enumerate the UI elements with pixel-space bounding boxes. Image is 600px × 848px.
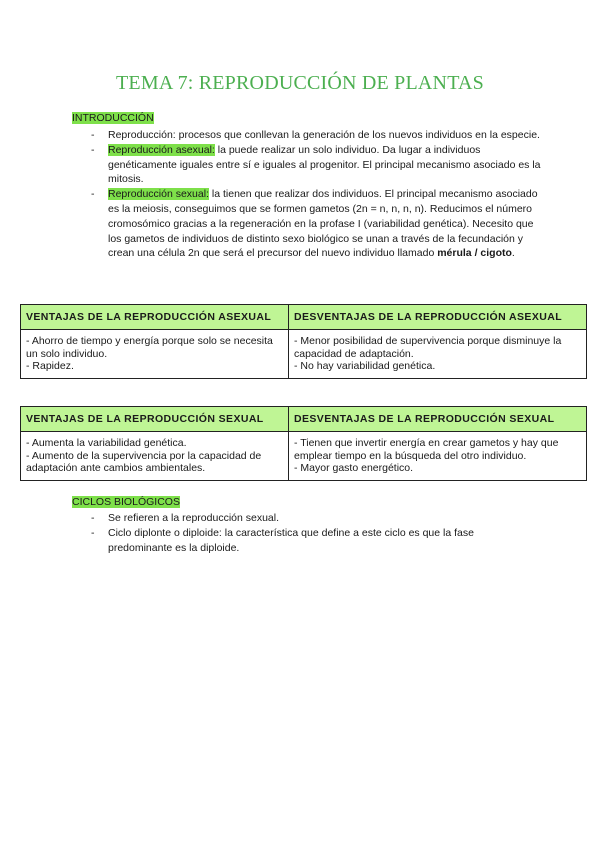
page-title: TEMA 7: REPRODUCCIÓN DE PLANTAS (116, 72, 484, 94)
table-cell-advantages (21, 432, 289, 481)
table-cell-disadvantages (289, 432, 587, 481)
cell-line: - Mayor gasto energético. (294, 462, 414, 474)
dash-bullet: - (91, 143, 95, 156)
ciclos-item-text: Ciclo diplonte o diploide: la característica que define a este ciclo es que la fase predominante es la diploide. (108, 526, 474, 554)
table-header-advantages: VENTAJAS DE LA REPRODUCCIÓN ASEXUAL (21, 305, 289, 330)
table-row (21, 330, 587, 379)
table-asexual (20, 304, 587, 379)
cell-line: - Tienen que invertir energía en crear gametos y hay que emplear tiempo en la búsqueda del otro individuo. (294, 437, 559, 462)
list-item (91, 143, 548, 187)
intro-item-text: la puede realizar un solo individuo. Da lugar a individuos genéticamente iguales entre sí e iguales al progenitor. El principal mecanismo asociado es la mitosis. (108, 143, 541, 186)
intro-item-text: Reproducción: procesos que conllevan la generación de los nuevos individuos en la especie. (108, 129, 540, 141)
ciclos-item-text: Se refieren a la reproducción sexual. (108, 512, 280, 524)
cell-line: - No hay variabilidad genética. (294, 360, 436, 372)
list-item (91, 128, 548, 143)
cell-line: - Aumento de la supervivencia por la capacidad de adaptación ante cambios ambientales. (26, 449, 262, 474)
table-sexual (20, 406, 587, 481)
intro-item-highlight: Reproducción sexual: (108, 188, 209, 201)
intro-item-suffix: . (511, 247, 515, 260)
cell-line: - Rapidez. (26, 360, 74, 372)
intro-item-highlight: Reproducción asexual: (108, 143, 215, 156)
intro-heading-label: INTRODUCCIÓN (72, 112, 154, 124)
ciclos-list (91, 511, 511, 555)
cell-line: - Ahorro de tiempo y energía porque solo se necesita un solo individuo. (26, 335, 273, 360)
table-header-disadvantages: DESVENTAJAS DE LA REPRODUCCIÓN ASEXUAL (289, 305, 587, 330)
dash-bullet: - (91, 188, 95, 201)
table-cell-advantages (21, 330, 289, 379)
intro-list (91, 128, 548, 261)
table-header-disadvantages: DESVENTAJAS DE LA REPRODUCCIÓN SEXUAL (289, 407, 587, 432)
dash-bullet: - (91, 526, 95, 539)
cell-line: - Menor posibilidad de supervivencia porque disminuye la capacidad de adaptación. (294, 335, 562, 360)
table-header-row (21, 305, 587, 330)
list-item (91, 187, 548, 261)
list-item (91, 511, 511, 526)
table-row (21, 432, 587, 481)
cell-line: - Aumenta la variabilidad genética. (26, 437, 187, 449)
ciclos-heading (72, 496, 180, 509)
ciclos-heading-label: CICLOS BIOLÓGICOS (72, 496, 180, 508)
intro-item-bold: mérula / cigoto (437, 247, 512, 260)
intro-item-text: la tienen que realizar dos individuos. El principal mecanismo asociado es la meiosis, conseguimos que se formen gametos (2n = n, n, n, n). Reducimos el número cromosómico gracias a la regeneración en la profase I (variabilidad genética). Necesito que los gametos de individuos de distinto sexo biológico se unan a través de la fecundación y crean una célula 2n que será el precursor del nuevo individuo llamado (108, 188, 538, 260)
table-cell-disadvantages (289, 330, 587, 379)
table-header-advantages: VENTAJAS DE LA REPRODUCCIÓN SEXUAL (21, 407, 289, 432)
list-item (91, 526, 511, 556)
dash-bullet: - (91, 512, 95, 524)
intro-heading (72, 112, 154, 125)
table-header-row (21, 407, 587, 432)
dash-bullet: - (91, 129, 95, 141)
